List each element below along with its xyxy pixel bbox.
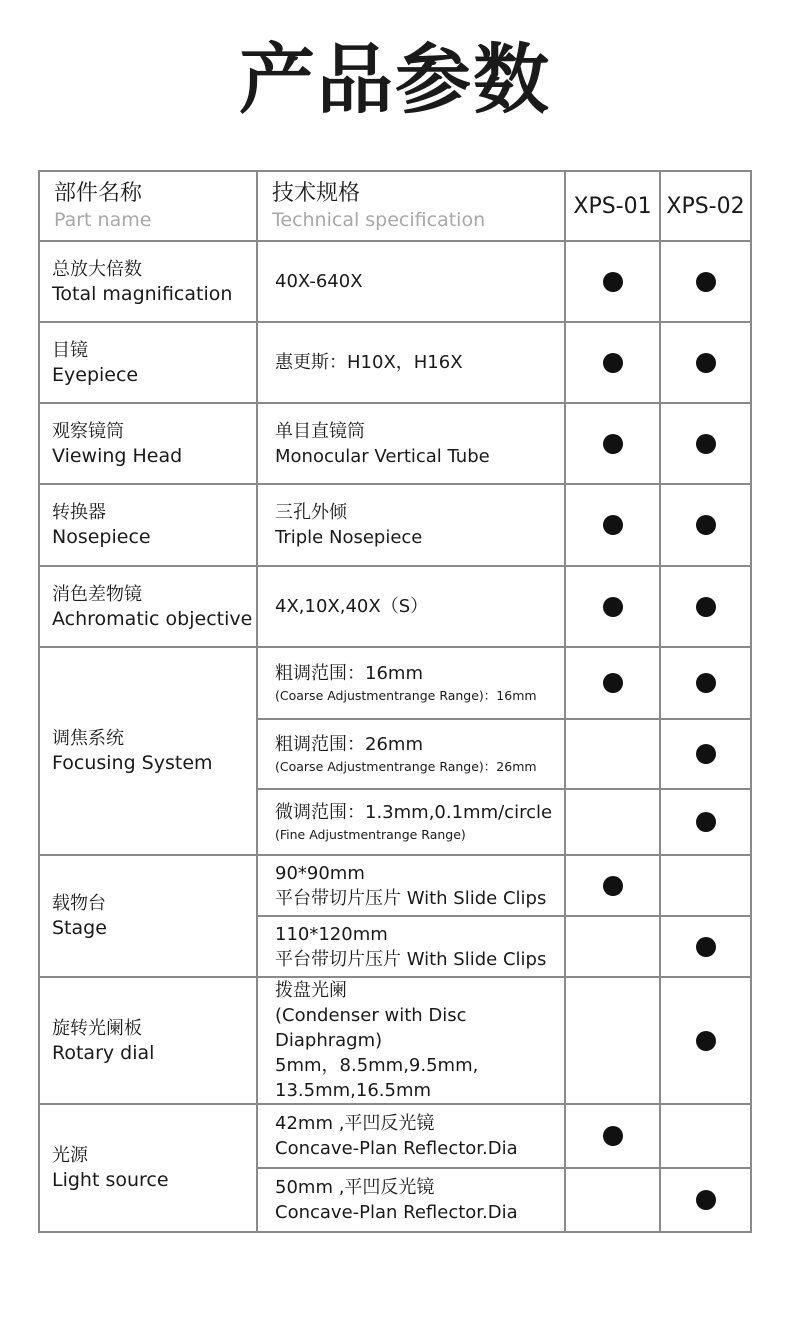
xps02-cell: [660, 647, 751, 719]
part-name-header-zh: 部件名称: [54, 181, 143, 206]
xps01-cell: [565, 241, 660, 322]
spec-text-zh: 单目直镜筒: [275, 420, 365, 442]
xps02-cell: [660, 403, 751, 484]
xps01-cell: [565, 403, 660, 484]
table-row: [39, 855, 751, 916]
spec-text: 90*90mm: [275, 862, 365, 884]
part-zh: 载物台: [52, 893, 106, 914]
part-zh: 目镜: [52, 339, 88, 361]
table-row: [39, 566, 751, 647]
availability-dot: [603, 1126, 623, 1146]
xps02-cell: [660, 855, 751, 916]
table-row: [39, 977, 751, 1104]
spec-cell: [257, 241, 565, 322]
xps01-cell: [565, 789, 660, 855]
part-zh: 观察镜筒: [52, 420, 124, 442]
part-zh: 转换器: [52, 502, 106, 523]
xps02-cell: [660, 916, 751, 977]
spec-text: 粗调范围：26mm: [275, 733, 423, 755]
part-cell: [39, 977, 257, 1104]
table-row: [39, 322, 751, 403]
availability-dot: [696, 597, 716, 617]
availability-dot: [603, 673, 623, 693]
spec-header-zh: 技术规格: [272, 181, 361, 206]
xps01-cell: [565, 855, 660, 916]
xps01-cell: [565, 647, 660, 719]
spec-cell: [257, 855, 565, 916]
part-en: Rotary dial: [52, 1041, 155, 1064]
spec-cell: [257, 977, 565, 1104]
spec-text-2: (Condenser with Disc Diaphragm): [275, 1005, 467, 1051]
xps02-cell: [660, 1168, 751, 1232]
availability-dot: [696, 673, 716, 693]
xps02-cell: [660, 484, 751, 566]
availability-dot: [603, 515, 623, 535]
part-cell: [39, 403, 257, 484]
spec-note: (Fine Adjustmentrange Range): [275, 826, 466, 842]
spec-cell: [257, 1168, 565, 1232]
spec-cell: [257, 789, 565, 855]
xps01-cell: [565, 484, 660, 566]
spec-text: 4X,10X,40X（S）: [275, 596, 429, 617]
part-cell: [39, 1104, 257, 1232]
page-title: 产品参数: [239, 35, 551, 124]
part-en: Achromatic objective: [52, 607, 253, 630]
part-cell: [39, 647, 257, 855]
table-header-row: [39, 171, 751, 241]
part-zh: 光源: [52, 1145, 88, 1166]
spec-note: (Coarse Adjustmentrange Range)：16mm: [275, 687, 537, 703]
spec-text: 微调范围：1.3mm,0.1mm/circle: [275, 801, 553, 823]
spec-text-en: Triple Nosepiece: [275, 527, 423, 548]
table-row: [39, 484, 751, 566]
part-zh: 消色差物镜: [52, 583, 142, 605]
xps02-cell: [660, 977, 751, 1104]
availability-dot: [696, 353, 716, 373]
part-zh: 调焦系统: [52, 728, 124, 749]
spec-text-2: Concave-Plan Reflector.Dia: [275, 1138, 518, 1159]
spec-text-3: 5mm，8.5mm,9.5mm,: [275, 1055, 479, 1076]
spec-text: 粗调范围：16mm: [275, 662, 423, 684]
table-row: [39, 241, 751, 322]
spec-table: [38, 170, 752, 1233]
spec-cell: [257, 1104, 565, 1168]
spec-header: [257, 171, 565, 241]
part-name-header-en: Part name: [54, 209, 152, 231]
model-xps01-header: XPS-01: [565, 171, 660, 241]
availability-dot: [696, 744, 716, 764]
spec-text: 拨盘光阑: [275, 980, 347, 1001]
spec-cell: [257, 566, 565, 647]
xps02-cell: [660, 1104, 751, 1168]
spec-text-2: 平台带切片压片 With Slide Clips: [275, 887, 547, 909]
xps02-cell: [660, 719, 751, 789]
spec-cell: [257, 484, 565, 566]
spec-text-en: Monocular Vertical Tube: [275, 445, 490, 467]
part-en: Light source: [52, 1169, 169, 1191]
spec-text-2: 平台带切片压片 With Slide Clips: [275, 948, 547, 970]
part-en: Eyepiece: [52, 363, 139, 386]
availability-dot: [696, 1190, 716, 1210]
availability-dot: [696, 434, 716, 454]
xps01-cell: [565, 322, 660, 403]
xps01-cell: [565, 1168, 660, 1232]
part-zh: 总放大倍数: [52, 258, 142, 280]
spec-cell: [257, 322, 565, 403]
xps02-cell: [660, 322, 751, 403]
xps02-cell: [660, 566, 751, 647]
spec-header-en: Technical specification: [272, 209, 486, 231]
xps01-cell: [565, 916, 660, 977]
availability-dot: [603, 434, 623, 454]
availability-dot: [696, 812, 716, 832]
xps01-cell: [565, 1104, 660, 1168]
part-name-header: [39, 171, 257, 241]
spec-text: 50mm ,平凹反光镜: [275, 1177, 435, 1198]
spec-text: 惠更斯：H10X，H16X: [275, 352, 463, 373]
spec-text-4: 13.5mm,16.5mm: [275, 1080, 432, 1101]
availability-dot: [603, 597, 623, 617]
part-en: Total magnification: [52, 282, 233, 305]
xps01-cell: [565, 566, 660, 647]
table-row: [39, 403, 751, 484]
availability-dot: [603, 353, 623, 373]
spec-text: 42mm ,平凹反光镜: [275, 1113, 435, 1134]
spec-text: 110*120mm: [275, 923, 388, 945]
part-en: Viewing Head: [52, 444, 183, 467]
part-en: Focusing System: [52, 752, 213, 774]
part-zh: 旋转光阑板: [52, 1017, 142, 1039]
availability-dot: [696, 1031, 716, 1051]
part-cell: [39, 566, 257, 647]
part-en: Stage: [52, 917, 107, 939]
spec-text: 40X-640X: [275, 271, 363, 292]
availability-dot: [603, 272, 623, 292]
spec-cell: [257, 403, 565, 484]
part-cell: [39, 241, 257, 322]
spec-text-zh: 三孔外倾: [275, 502, 347, 523]
xps02-cell: [660, 789, 751, 855]
part-cell: [39, 322, 257, 403]
table-row: [39, 1104, 751, 1168]
part-cell: [39, 855, 257, 977]
availability-dot: [696, 515, 716, 535]
availability-dot: [603, 876, 623, 896]
xps01-cell: [565, 977, 660, 1104]
spec-cell: [257, 916, 565, 977]
model-xps02-header: XPS-02: [660, 171, 751, 241]
part-cell: [39, 484, 257, 566]
spec-note: (Coarse Adjustmentrange Range)：26mm: [275, 758, 537, 774]
table-row: [39, 647, 751, 719]
xps01-cell: [565, 719, 660, 789]
spec-text-2: Concave-Plan Reflector.Dia: [275, 1202, 518, 1223]
availability-dot: [696, 272, 716, 292]
xps02-cell: [660, 241, 751, 322]
spec-cell: [257, 719, 565, 789]
spec-cell: [257, 647, 565, 719]
part-en: Nosepiece: [52, 526, 151, 548]
availability-dot: [696, 937, 716, 957]
